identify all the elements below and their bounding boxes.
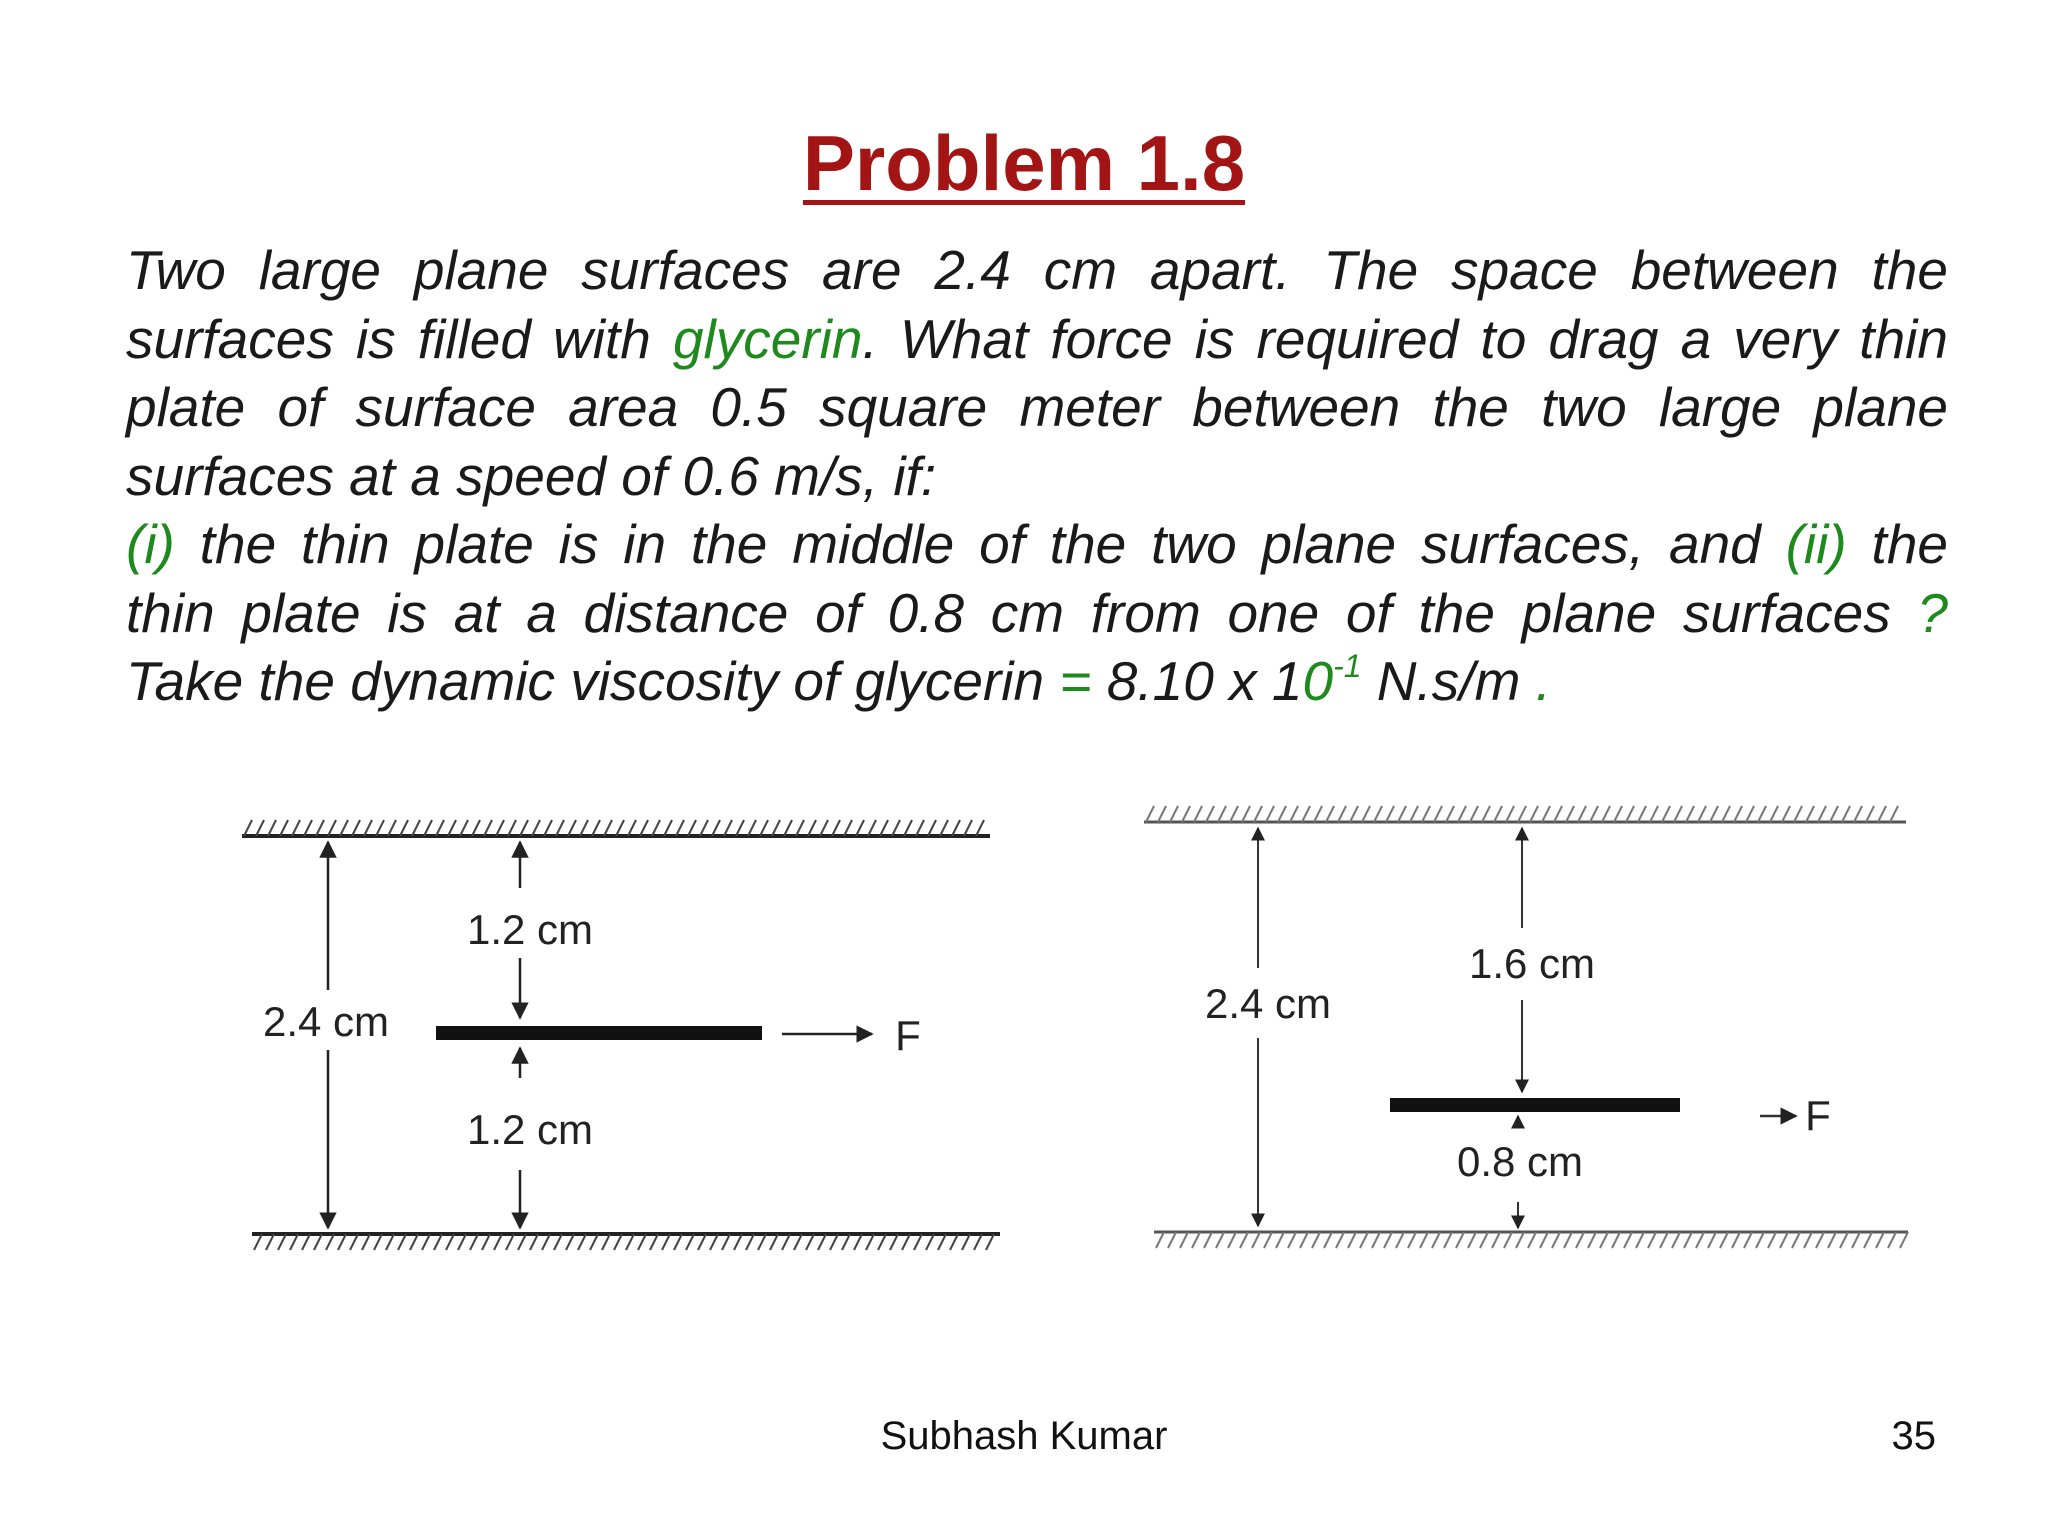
hatch-mark [928,820,936,836]
hatch-mark [470,1234,478,1250]
hatch-mark [304,820,312,836]
hatch-mark [1326,806,1334,822]
text-run: N.s/m [1361,650,1536,712]
hatch-mark [976,820,984,836]
hatch-mark [1600,1232,1608,1248]
hatch-mark [1386,806,1394,822]
hatch-mark [1518,806,1526,822]
hatch-mark [1648,1232,1656,1248]
hatch-mark [1828,1232,1836,1248]
hatch-mark [1170,806,1178,822]
hatch-mark [290,1234,298,1250]
hatch-mark [1876,1232,1884,1248]
hatch-mark [1602,806,1610,822]
hatch-mark [1866,806,1874,822]
hatch-mark [508,820,516,836]
hatch-mark [770,1234,778,1250]
highlighted-text: -1 [1333,647,1362,684]
hatch-mark [1734,806,1742,822]
hatch-mark [700,820,708,836]
hatch-mark [844,820,852,836]
hatch-mark [292,820,300,836]
hatch-mark [578,1234,586,1250]
hatch-mark [1626,806,1634,822]
hatch-mark [364,820,372,836]
hatch-mark [818,1234,826,1250]
hatch-mark [506,1234,514,1250]
hatch-mark [698,1234,706,1250]
hatch-mark [1434,806,1442,822]
hatch-mark [1242,806,1250,822]
hatch-mark [902,1234,910,1250]
hatch-mark [1276,1232,1284,1248]
problem-line [126,236,1948,305]
hatch-mark [1324,1232,1332,1248]
hatch-mark [352,820,360,836]
hatch-mark [484,820,492,836]
hatch-mark [1444,1232,1452,1248]
hatch-mark [676,820,684,836]
hatch-mark [1576,1232,1584,1248]
hatch-mark [856,820,864,836]
hatch-mark [1686,806,1694,822]
hatch-mark [1890,806,1898,822]
hatch-mark [722,1234,730,1250]
hatch-mark [1314,806,1322,822]
hatch-mark [266,1234,274,1250]
hatch-mark [1302,806,1310,822]
hatch-mark [1468,1232,1476,1248]
hatch-mark [422,1234,430,1250]
hatch-mark [1614,806,1622,822]
problem-line [126,442,1948,511]
hatch-mark [1254,806,1262,822]
hatch-mark [1782,806,1790,822]
hatch-mark [868,820,876,836]
hatch-mark [1218,806,1226,822]
hatch-mark [1168,1232,1176,1248]
hatch-mark [796,820,804,836]
hatch-mark [1456,1232,1464,1248]
thin-plate [1390,1098,1680,1112]
hatch-mark [1852,1232,1860,1248]
hatch-mark [626,1234,634,1250]
hatch-mark [1180,1232,1188,1248]
hatch-mark [542,1234,550,1250]
hatch-mark [494,1234,502,1250]
hatch-mark [590,1234,598,1250]
hatch-mark [854,1234,862,1250]
hatch-mark [1770,806,1778,822]
hatch-mark [832,820,840,836]
hatch-mark [1540,1232,1548,1248]
force-label: F [895,1012,921,1059]
lower-gap-label: 1.2 cm [466,1106,594,1153]
hatch-mark [1494,806,1502,822]
hatch-mark [326,1234,334,1250]
hatch-mark [1158,806,1166,822]
hatch-mark [338,1234,346,1250]
hatch-mark [530,1234,538,1250]
hatch-mark [1708,1232,1716,1248]
hatch-mark [1650,806,1658,822]
hatch-mark [1470,806,1478,822]
hatch-mark [1348,1232,1356,1248]
hatch-mark [1780,1232,1788,1248]
hatch-mark [1566,806,1574,822]
upper-gap-label: 1.6 cm [1468,940,1596,987]
hatch-mark [1360,1232,1368,1248]
hatch-mark [268,820,276,836]
hatch-mark [1792,1232,1800,1248]
hatch-mark [436,820,444,836]
hatch-mark [1182,806,1190,822]
hatch-mark [1864,1232,1872,1248]
page-number: 35 [1891,1414,1936,1458]
text-run: surfaces is filled with [126,307,673,370]
text-run: 8.10 x 1 [1091,650,1303,712]
hatch-mark [1312,1232,1320,1248]
bottom-wall [1154,1232,1908,1248]
hatch-mark [1372,1232,1380,1248]
hatch-mark [1506,806,1514,822]
hatch-mark [1146,806,1154,822]
hatch-mark [460,820,468,836]
hatch-mark [892,820,900,836]
hatch-mark [1516,1232,1524,1248]
hatch-mark [1660,1232,1668,1248]
hatch-mark [302,1234,310,1250]
hatch-mark [1446,806,1454,822]
text-run: the [1846,513,1948,575]
hatch-mark [1230,806,1238,822]
hatch-mark [1818,806,1826,822]
hatch-mark [1756,1232,1764,1248]
hatch-mark [314,1234,322,1250]
hatch-mark [1396,1232,1404,1248]
hatch-mark [604,820,612,836]
text-run: . What force is required to drag a very thin [862,307,1948,370]
hatch-mark [278,1234,286,1250]
hatch-mark [580,820,588,836]
hatch-mark [1156,1232,1164,1248]
hatch-mark [1420,1232,1428,1248]
hatch-mark [350,1234,358,1250]
hatch-mark [446,1234,454,1250]
hatch-mark [916,820,924,836]
hatch-mark [616,820,624,836]
hatch-mark [614,1234,622,1250]
highlighted-text: (i) [126,513,175,575]
hatch-mark [748,820,756,836]
hatch-mark [1732,1232,1740,1248]
hatch-mark [986,1234,994,1250]
force-label: F [1805,1092,1831,1139]
highlighted-text: . [1535,650,1551,712]
hatch-mark [1744,1232,1752,1248]
hatch-mark [1842,806,1850,822]
problem-line [126,510,1948,579]
hatch-mark [1768,1232,1776,1248]
hatch-mark [410,1234,418,1250]
hatch-mark [1266,806,1274,822]
hatch-mark [1228,1232,1236,1248]
problem-line [126,373,1948,442]
hatch-mark [1216,1232,1224,1248]
hatch-mark [1638,806,1646,822]
hatch-mark [782,1234,790,1250]
problem-line [126,579,1948,648]
hatch-mark [1636,1232,1644,1248]
hatch-mark [878,1234,886,1250]
hatch-mark [568,820,576,836]
hatch-mark [1398,806,1406,822]
hatch-mark [1816,1232,1824,1248]
hatch-mark [1288,1232,1296,1248]
hatch-mark [640,820,648,836]
hatch-mark [374,1234,382,1250]
hatch-mark [1338,806,1346,822]
hatch-mark [1482,806,1490,822]
hatch-mark [914,1234,922,1250]
hatch-mark [1674,806,1682,822]
hatch-mark [962,1234,970,1250]
hatch-mark [434,1234,442,1250]
hatch-mark [1528,1232,1536,1248]
hatch-mark [820,820,828,836]
hatch-mark [758,1234,766,1250]
hatch-mark [688,820,696,836]
hatch-mark [1672,1232,1680,1248]
problem-line [126,305,1948,374]
total-gap-label: 2.4 cm [1204,980,1332,1027]
hatch-mark [842,1234,850,1250]
hatch-mark [400,820,408,836]
hatch-mark [1696,1232,1704,1248]
hatch-mark [1480,1232,1488,1248]
hatch-mark [554,1234,562,1250]
text-run: Take the dynamic viscosity of glycerin [126,650,1060,712]
total-gap-label: 2.4 cm [262,998,390,1045]
hatch-mark [808,820,816,836]
highlighted-text: glycerin [672,307,863,370]
highlighted-text: (ii) [1785,513,1847,575]
hatch-mark [1900,1232,1908,1248]
hatch-mark [1794,806,1802,822]
hatch-mark [1662,806,1670,822]
hatch-mark [496,820,504,836]
hatch-mark [1720,1232,1728,1248]
hatch-mark [784,820,792,836]
hatch-mark [1878,806,1886,822]
hatch-mark [806,1234,814,1250]
hatch-mark [1410,806,1418,822]
hatch-mark [1492,1232,1500,1248]
hatch-mark [1590,806,1598,822]
hatch-mark [386,1234,394,1250]
highlighted-text: = [1059,650,1092,712]
hatch-mark [1458,806,1466,822]
hatch-mark [1278,806,1286,822]
hatch-mark [458,1234,466,1250]
hatch-mark [686,1234,694,1250]
problem-statement [126,236,1948,716]
hatch-mark [890,1234,898,1250]
hatch-mark [938,1234,946,1250]
thin-plate [436,1026,762,1040]
hatch-mark [316,820,324,836]
hatch-mark [940,820,948,836]
hatch-mark [544,820,552,836]
hatch-mark [794,1234,802,1250]
hatch-mark [1204,1232,1212,1248]
hatch-mark [650,1234,658,1250]
hatch-mark [904,820,912,836]
hatch-mark [1830,806,1838,822]
hatch-mark [1684,1232,1692,1248]
hatch-mark [1264,1232,1272,1248]
hatch-mark [734,1234,742,1250]
hatch-mark [1374,806,1382,822]
hatch-mark [1612,1232,1620,1248]
hatch-mark [712,820,720,836]
text-run: plate of surface area 0.5 square meter between the two large plane [126,376,1948,438]
hatch-mark [448,820,456,836]
hatch-mark [1564,1232,1572,1248]
hatch-mark [280,820,288,836]
hatch-mark [398,1234,406,1250]
hatch-mark [518,1234,526,1250]
hatch-mark [412,820,420,836]
hatch-mark [592,820,600,836]
hatch-mark [566,1234,574,1250]
hatch-mark [532,820,540,836]
text-run: surfaces at a speed of 0.6 m/s, if: [126,444,937,507]
hatch-mark [746,1234,754,1250]
hatch-mark [1432,1232,1440,1248]
hatch-mark [1362,806,1370,822]
hatch-mark [1194,806,1202,822]
hatch-mark [772,820,780,836]
hatch-mark [974,1234,982,1250]
hatch-mark [362,1234,370,1250]
hatch-mark [964,820,972,836]
hatch-mark [256,820,264,836]
text-run: Two large plane surfaces are 2.4 cm apart. The space between the [126,239,1948,301]
hatch-mark [1552,1232,1560,1248]
hatch-mark [472,820,480,836]
hatch-mark [1290,806,1298,822]
hatch-mark [1806,806,1814,822]
text-run: thin plate is at a distance of 0.8 cm from one of the plane surfaces [126,581,1918,644]
hatch-mark [664,820,672,836]
hatch-mark [628,820,636,836]
hatch-mark [760,820,768,836]
hatch-mark [1384,1232,1392,1248]
hatch-mark [328,820,336,836]
hatch-mark [482,1234,490,1250]
hatch-mark [724,820,732,836]
text-run: the thin plate is in the middle of the two plane surfaces, and [174,513,1786,575]
hatch-mark [388,820,396,836]
hatch-mark [1804,1232,1812,1248]
diagram-plate-middle [226,778,1026,1298]
hatch-mark [652,820,660,836]
hatch-mark [1336,1232,1344,1248]
bottom-wall [252,1234,1000,1250]
hatch-mark [1530,806,1538,822]
hatch-mark [1252,1232,1260,1248]
hatch-mark [340,820,348,836]
hatch-mark [1554,806,1562,822]
hatch-mark [1698,806,1706,822]
hatch-mark [1504,1232,1512,1248]
hatch-mark [602,1234,610,1250]
hatch-mark [926,1234,934,1250]
hatch-mark [1588,1232,1596,1248]
hatch-mark [736,820,744,836]
hatch-mark [1624,1232,1632,1248]
hatch-mark [880,820,888,836]
hatch-mark [1422,806,1430,822]
hatch-mark [424,820,432,836]
hatch-mark [1722,806,1730,822]
hatch-mark [1746,806,1754,822]
top-wall [1144,806,1906,822]
hatch-mark [830,1234,838,1250]
problem-line [126,647,1948,716]
hatch-mark [710,1234,718,1250]
hatch-mark [1240,1232,1248,1248]
hatch-mark [1300,1232,1308,1248]
hatch-mark [952,820,960,836]
hatch-mark [1758,806,1766,822]
hatch-mark [244,820,252,836]
hatch-mark [1854,806,1862,822]
hatch-mark [556,820,564,836]
top-wall [242,820,990,836]
hatch-mark [674,1234,682,1250]
hatch-mark [638,1234,646,1250]
hatch-mark [1206,806,1214,822]
upper-gap-label: 1.2 cm [466,906,594,953]
hatch-mark [1542,806,1550,822]
slide-title: Problem 1.8 [802,119,1246,207]
hatch-mark [1710,806,1718,822]
hatch-mark [254,1234,262,1250]
hatch-mark [1840,1232,1848,1248]
hatch-mark [376,820,384,836]
hatch-mark [520,820,528,836]
hatch-mark [1888,1232,1896,1248]
hatch-mark [662,1234,670,1250]
hatch-mark [1192,1232,1200,1248]
hatch-mark [1578,806,1586,822]
lower-gap-label: 0.8 cm [1456,1138,1584,1185]
highlighted-text: ? [1917,581,1948,644]
hatch-mark [1408,1232,1416,1248]
hatch-mark [866,1234,874,1250]
highlighted-text: 0 [1302,650,1334,712]
hatch-mark [1350,806,1358,822]
hatch-mark [950,1234,958,1250]
footer-author: Subhash Kumar [880,1414,1168,1458]
diagram-plate-offset [1120,778,1920,1298]
